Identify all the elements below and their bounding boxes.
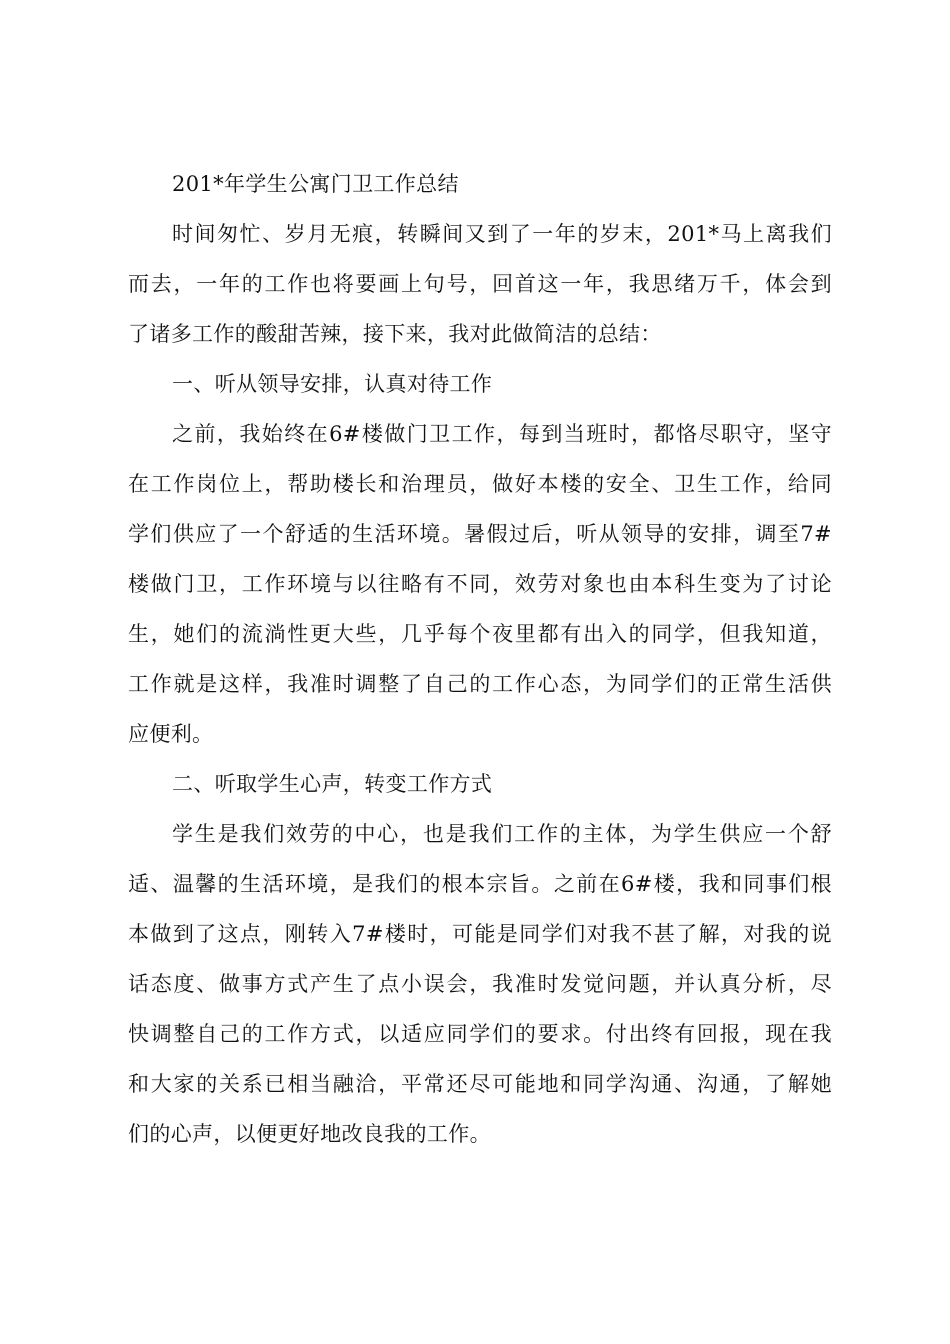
section2-line: 快调整自己的工作方式，以适应同学们的要求。付出终有回报，现在我 <box>128 1022 832 1046</box>
section2-line: 们的心声，以便更好地改良我的工作。 <box>128 1122 491 1146</box>
section1-line: 学们供应了一个舒适的生活环境。暑假过后，听从领导的安排，调至7# <box>128 522 832 546</box>
section1-line: 工作就是这样，我准时调整了自己的工作心态，为同学们的正常生活供 <box>128 672 832 696</box>
intro-line: 时间匆忙、岁月无痕，转瞬间又到了一年的岁末，201*马上离我们 <box>172 222 832 246</box>
section2-line: 和大家的关系已相当融洽，平常还尽可能地和同学沟通、沟通，了解她 <box>128 1072 832 1096</box>
section1-line: 楼做门卫，工作环境与以往略有不同，效劳对象也由本科生变为了讨论 <box>128 572 832 596</box>
section1-line: 生，她们的流淌性更大些，几乎每个夜里都有出入的同学，但我知道， <box>128 622 832 646</box>
intro-line: 了诸多工作的酸甜苦辣，接下来，我对此做简洁的总结： <box>128 322 662 346</box>
document-title: 201*年学生公寓门卫工作总结 <box>172 172 459 196</box>
section1-line: 之前，我始终在6#楼做门卫工作，每到当班时，都恪尽职守，坚守 <box>172 422 832 446</box>
section1-line: 应便利。 <box>128 722 214 746</box>
document-body <box>128 159 832 1159</box>
section1-line: 在工作岗位上，帮助楼长和治理员，做好本楼的安全、卫生工作，给同 <box>128 472 832 496</box>
section2-line: 学生是我们效劳的中心，也是我们工作的主体，为学生供应一个舒 <box>172 822 832 846</box>
section2-heading: 二、听取学生心声，转变工作方式 <box>172 772 493 796</box>
section2-line: 本做到了这点，刚转入7#楼时，可能是同学们对我不甚了解，对我的说 <box>128 922 832 946</box>
intro-line: 而去，一年的工作也将要画上句号，回首这一年，我思绪万千，体会到 <box>128 272 832 296</box>
section1-heading: 一、听从领导安排，认真对待工作 <box>172 372 493 396</box>
section2-line: 话态度、做事方式产生了点小误会，我准时发觉问题，并认真分析，尽 <box>128 972 832 996</box>
section2-line: 适、温馨的生活环境，是我们的根本宗旨。之前在6#楼，我和同事们根 <box>128 872 832 896</box>
